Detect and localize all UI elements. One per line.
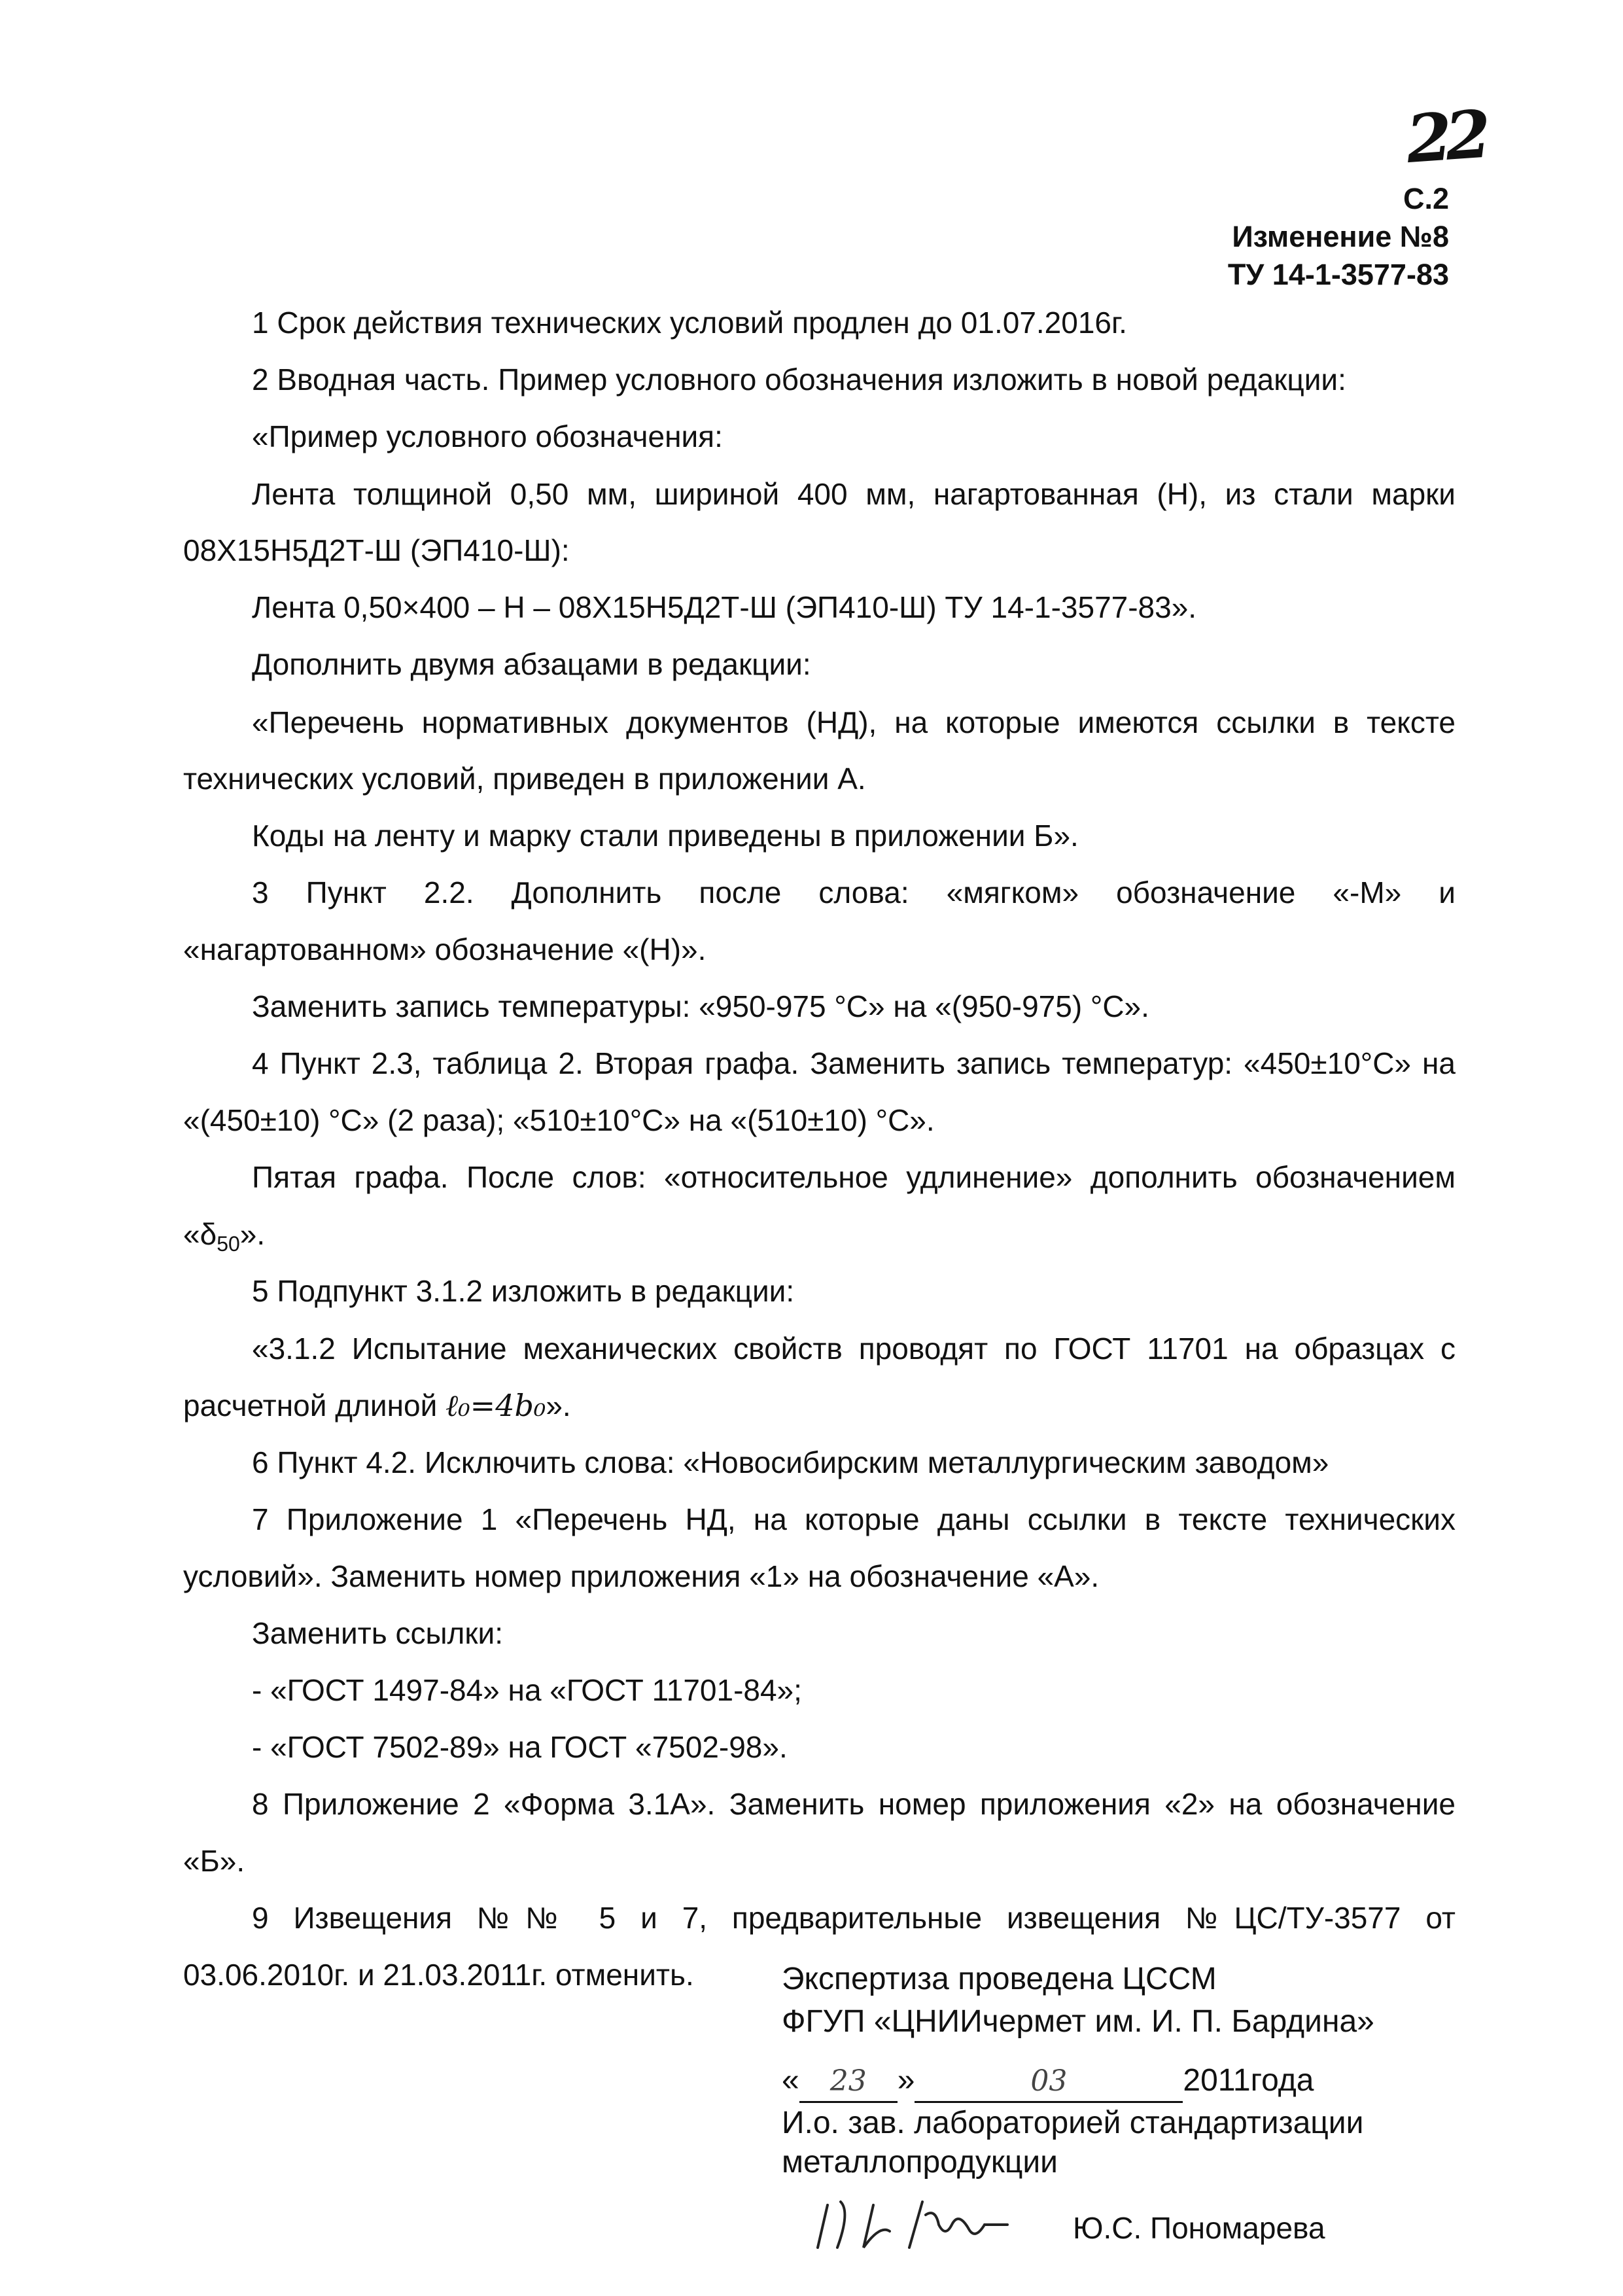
paragraph-11-line-2: «(450±10) °С» (2 раза); «510±10°С» на «(510±10) °С». (183, 1103, 935, 1137)
date-day: 23 (799, 2062, 898, 2103)
gauge-length-formula: ℓ₀=4b₀ (445, 1388, 546, 1423)
expertise-line: Экспертиза проведена ЦССМ (782, 1962, 1217, 1996)
paragraph-21-line-1: 9 Извещения №№ 5 и 7, предварительные извещения №ЦС/ТУ-3577 от (252, 1901, 1456, 1935)
paragraph-7-line-2: технических условий, приведен в приложении А. (183, 762, 866, 796)
paragraph-16-line-2: условий». Заменить номер приложения «1» на обозначение «А». (183, 1559, 1100, 1593)
change-label: Изменение №8 (1232, 220, 1449, 253)
paragraph-10: Заменить запись температуры: «950-975 °С» на «(950-975) °С». (252, 989, 1149, 1023)
paragraph-18: - «ГОСТ 1497-84» на «ГОСТ 11701-84»; (252, 1673, 802, 1707)
paragraph-11-line-1: 4 Пункт 2.3, таблица 2. Вторая графа. Заменить запись температур: «450±10°С» на (252, 1046, 1456, 1080)
paragraph-6: Дополнить двумя абзацами в редакции: (252, 647, 811, 681)
tu-label: ТУ 14-1-3577-83 (1227, 258, 1449, 291)
paragraph-14-line-2 (183, 1379, 1456, 1432)
paragraph-4-line-2: 08Х15Н5Д2Т-Ш (ЭП410-Ш): (183, 533, 570, 567)
delta-subscript: 50 (217, 1232, 240, 1256)
paragraph-20-line-1: 8 Приложение 2 «Форма 3.1А». Заменить номер приложения «2» на обозначение (252, 1787, 1456, 1821)
paragraph-21-line-2: 03.06.2010г. и 21.03.2011г. отменить. (183, 1958, 694, 1992)
signatory-name: Ю.С. Пономарева (1073, 2211, 1325, 2245)
paragraph-17: Заменить ссылки: (252, 1616, 503, 1650)
paragraph-4-line-1: Лента толщиной 0,50 мм, шириной 400 мм, нагартованная (Н), из стали марки (252, 477, 1456, 511)
handwritten-signature (811, 2185, 1086, 2257)
paragraph-20-line-2: «Б». (183, 1844, 245, 1878)
delta-close: ». (239, 1217, 266, 1251)
delta-open: «δ (183, 1217, 217, 1251)
formula-lead: расчетной длиной (183, 1388, 446, 1422)
page-label: С.2 (1403, 182, 1449, 215)
paragraph-7-line-1: «Перечень нормативных документов (НД), на которые имеются ссылки в тексте (252, 705, 1456, 739)
paragraph-8: Коды на ленту и марку стали приведены в приложении Б». (252, 819, 1079, 853)
document-header (1228, 180, 1449, 294)
date-year: 2011года (1183, 2063, 1314, 2098)
handwritten-page-number: 22 (1404, 95, 1488, 179)
paragraph-9-line-1: 3 Пункт 2.2. Дополнить после слова: «мягком» обозначение «-М» и (252, 875, 1456, 910)
paragraph-1: 1 Срок действия технических условий продлен до 01.07.2016г. (252, 306, 1127, 340)
paragraph-5: Лента 0,50×400 – Н – 08Х15Н5Д2Т-Ш (ЭП410-Ш) ТУ 14-1-3577-83». (252, 590, 1197, 624)
paragraph-14-line-1: «3.1.2 Испытание механических свойств проводят по ГОСТ 11701 на образцах с (252, 1332, 1456, 1366)
paragraph-12-line-1: Пятая графа. После слов: «относительное удлинение» дополнить обозначением (252, 1160, 1456, 1194)
institute-line: ФГУП «ЦНИИчермет им. И. П. Бардина» (782, 2004, 1374, 2039)
position-line: И.о. зав. лабораторией стандартизации (782, 2106, 1364, 2140)
paragraph-13: 5 Подпункт 3.1.2 изложить в редакции: (252, 1274, 795, 1308)
date-open-quote: « (782, 2063, 799, 2098)
paragraph-19: - «ГОСТ 7502-89» на ГОСТ «7502-98». (252, 1730, 788, 1764)
date-month: 03 (915, 2062, 1183, 2103)
date-close-quote: » (897, 2063, 915, 2098)
paragraph-9-line-2: «нагартованном» обозначение «(Н)». (183, 932, 707, 966)
paragraph-15: 6 Пункт 4.2. Исключить слова: «Новосибирским металлургическим заводом» (252, 1445, 1329, 1479)
formula-close: ». (546, 1388, 571, 1422)
department-line: металлопродукции (782, 2145, 1058, 2180)
paragraph-2: 2 Вводная часть. Пример условного обозначения изложить в новой редакции: (252, 362, 1346, 397)
paragraph-3: «Пример условного обозначения: (252, 419, 723, 453)
paragraph-12-line-2 (183, 1207, 1456, 1271)
paragraph-16-line-1: 7 Приложение 1 «Перечень НД, на которые даны ссылки в тексте технических (252, 1502, 1456, 1536)
date-line (782, 2061, 1314, 2103)
